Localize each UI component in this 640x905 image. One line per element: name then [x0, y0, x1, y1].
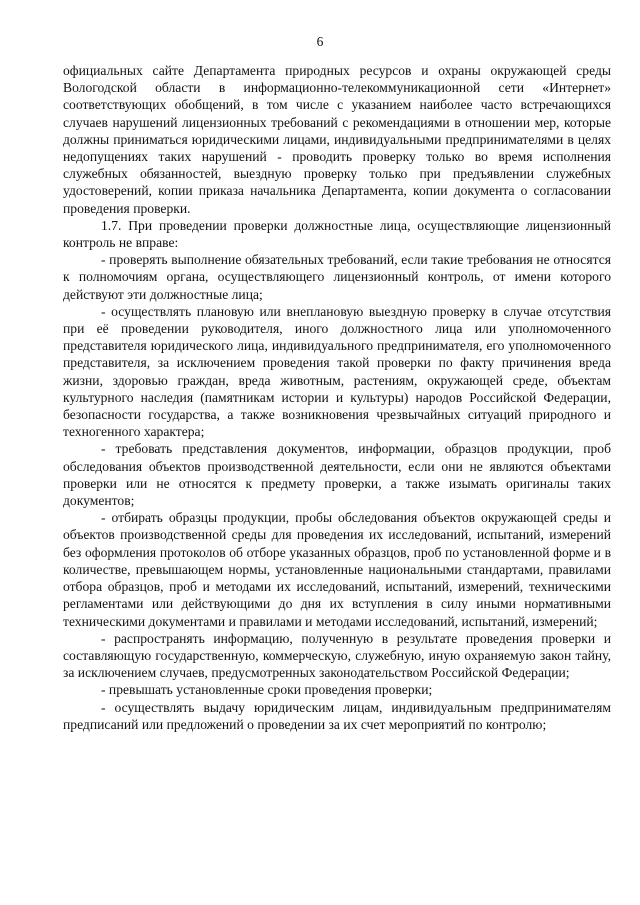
page-number: 6	[316, 34, 324, 49]
paragraph-intro-continuation: официальных сайте Департамента природных ресурсов и охраны окружающей среды Вологодской области в информационно-телекоммуникационной сети «Интернет» соответствующих обобщений, в том числе с указанием наиболее часто встречающихся случаев нарушений лицензионных требований с рекомендациями в отношении мер, которые должны приниматься юридическими лицами, индивидуальными предпринимателями в целях недопущениях таких нарушений - проводить проверку только во время исполнения служебных обязанностей, выездную проверку только при предъявлении служебных удостоверений, копии приказа начальника Департамента, копии документа о согласовании проведения проверки.	[63, 63, 611, 216]
paragraph-item-disclose-information: - распространять информацию, полученную в результате проведения проверки и составляющую государственную, коммерческую, служебную, иную охраняемую закон тайну, за исключением случаев, предусмотренных законодательством Российской Федерации;	[63, 630, 611, 681]
paragraph-section-1-7: 1.7. При проведении проверки должностные лица, осуществляющие лицензионный контроль не вправе:	[63, 217, 611, 251]
document-body	[63, 62, 611, 733]
paragraph-item-check-requirements: - проверять выполнение обязательных требований, если такие требования не относятся к полномочиям органа, осуществляющего лицензионный контроль, от имени которого действуют эти должностные лица;	[63, 252, 611, 302]
paragraph-item-onsite-inspection: - осуществлять плановую или внеплановую выездную проверку в случае отсутствия при её проведении руководителя, иного должностного лица или уполномоченного представителя юридического лица, индивидуального предпринимателя, его уполномоченного представителя, за исключением проведения такой проверки по факту причинения вреда жизни, здоровью граждан, вреда животным, растениям, окружающей среде, объектам культурного наследия (памятникам истории и культуры) народов Российской Федерации, безопасности государства, а также возникновения чрезвычайных ситуаций природного и техногенного характера;	[63, 303, 611, 440]
paragraph-item-issue-orders: - осуществлять выдачу юридическим лицам, индивидуальным предпринимателям предписаний или предложений о проведении за их счет мероприятий по контролю;	[63, 699, 611, 732]
paragraph-item-take-samples: - отбирать образцы продукции, пробы обследования объектов окружающей среды и объектов производственной среды для проведения их исследований, испытаний, измерений без оформления протоколов об отборе указанных образцов, проб по установленной форме и в количестве, превышающем нормы, установленные национальными стандартами, правилами отбора образцов, проб и методами их исследований, испытаний, измерений, техническими регламентами или действующими до дня их вступления в силу иными нормативными техническими документами и правилами и методами исследований, испытаний, измерений;	[63, 510, 611, 629]
paragraph-item-exceed-deadlines: - превышать установленные сроки проведения проверки;	[101, 682, 433, 698]
paragraph-item-request-documents: - требовать представления документов, информации, образцов продукции, проб обследования объектов производственной деятельности, если они не являются объектами проверки или не относятся к предмету проверки, а также изымать оригиналы таких документов;	[63, 441, 611, 509]
